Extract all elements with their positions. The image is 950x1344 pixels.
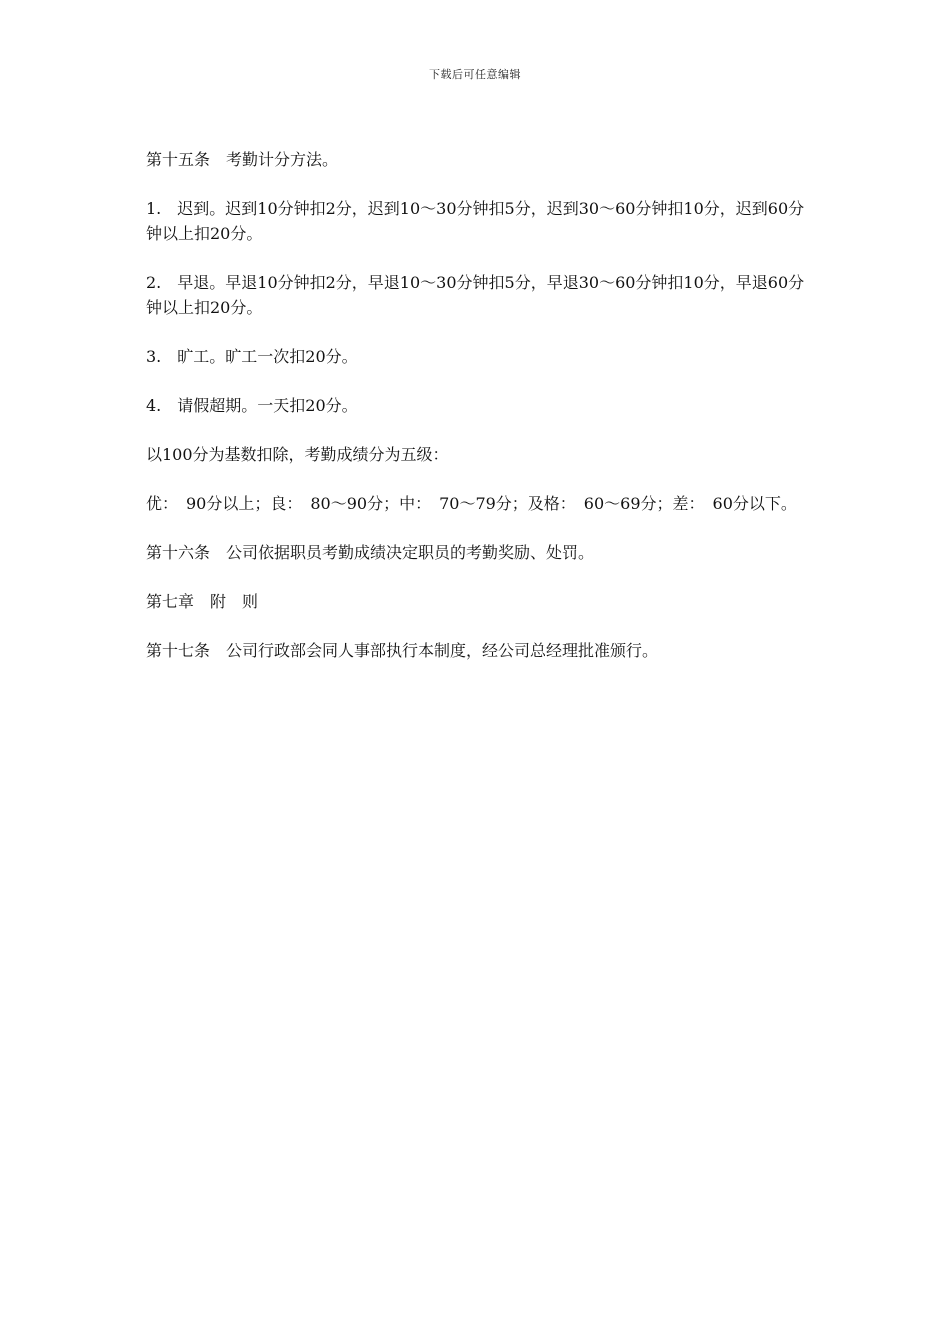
- scoring-basis: 以100分为基数扣除，考勤成绩分为五级：: [146, 445, 449, 464]
- rule-absence: 3. 旷工。旷工一次扣20分。: [146, 347, 358, 366]
- document-body: [146, 147, 806, 687]
- rule-early-leave: 2. 早退。早退10分钟扣2分，早退10～30分钟扣5分，早退30～60分钟扣10分，早退60分钟以上扣20分。: [146, 273, 805, 317]
- rule-leave-overdue: 4. 请假超期。一天扣20分。: [146, 396, 358, 415]
- article-15-heading: 第十五条 考勤计分方法。: [146, 150, 339, 169]
- chapter-7-heading: 第七章 附 则: [146, 592, 259, 611]
- article-16: 第十六条 公司依据职员考勤成绩决定职员的考勤奖励、处罚。: [146, 543, 595, 562]
- grade-levels: 优： 90分以上；良： 80～90分；中： 70～79分；及格： 60～69分；差： 60分以下。: [146, 494, 797, 513]
- download-note: 下载后可任意编辑: [429, 68, 521, 81]
- rule-late-arrival: 1. 迟到。迟到10分钟扣2分，迟到10～30分钟扣5分，迟到30～60分钟扣10分，迟到60分钟以上扣20分。: [146, 199, 805, 243]
- article-17: 第十七条 公司行政部会同人事部执行本制度，经公司总经理批准颁行。: [146, 641, 659, 660]
